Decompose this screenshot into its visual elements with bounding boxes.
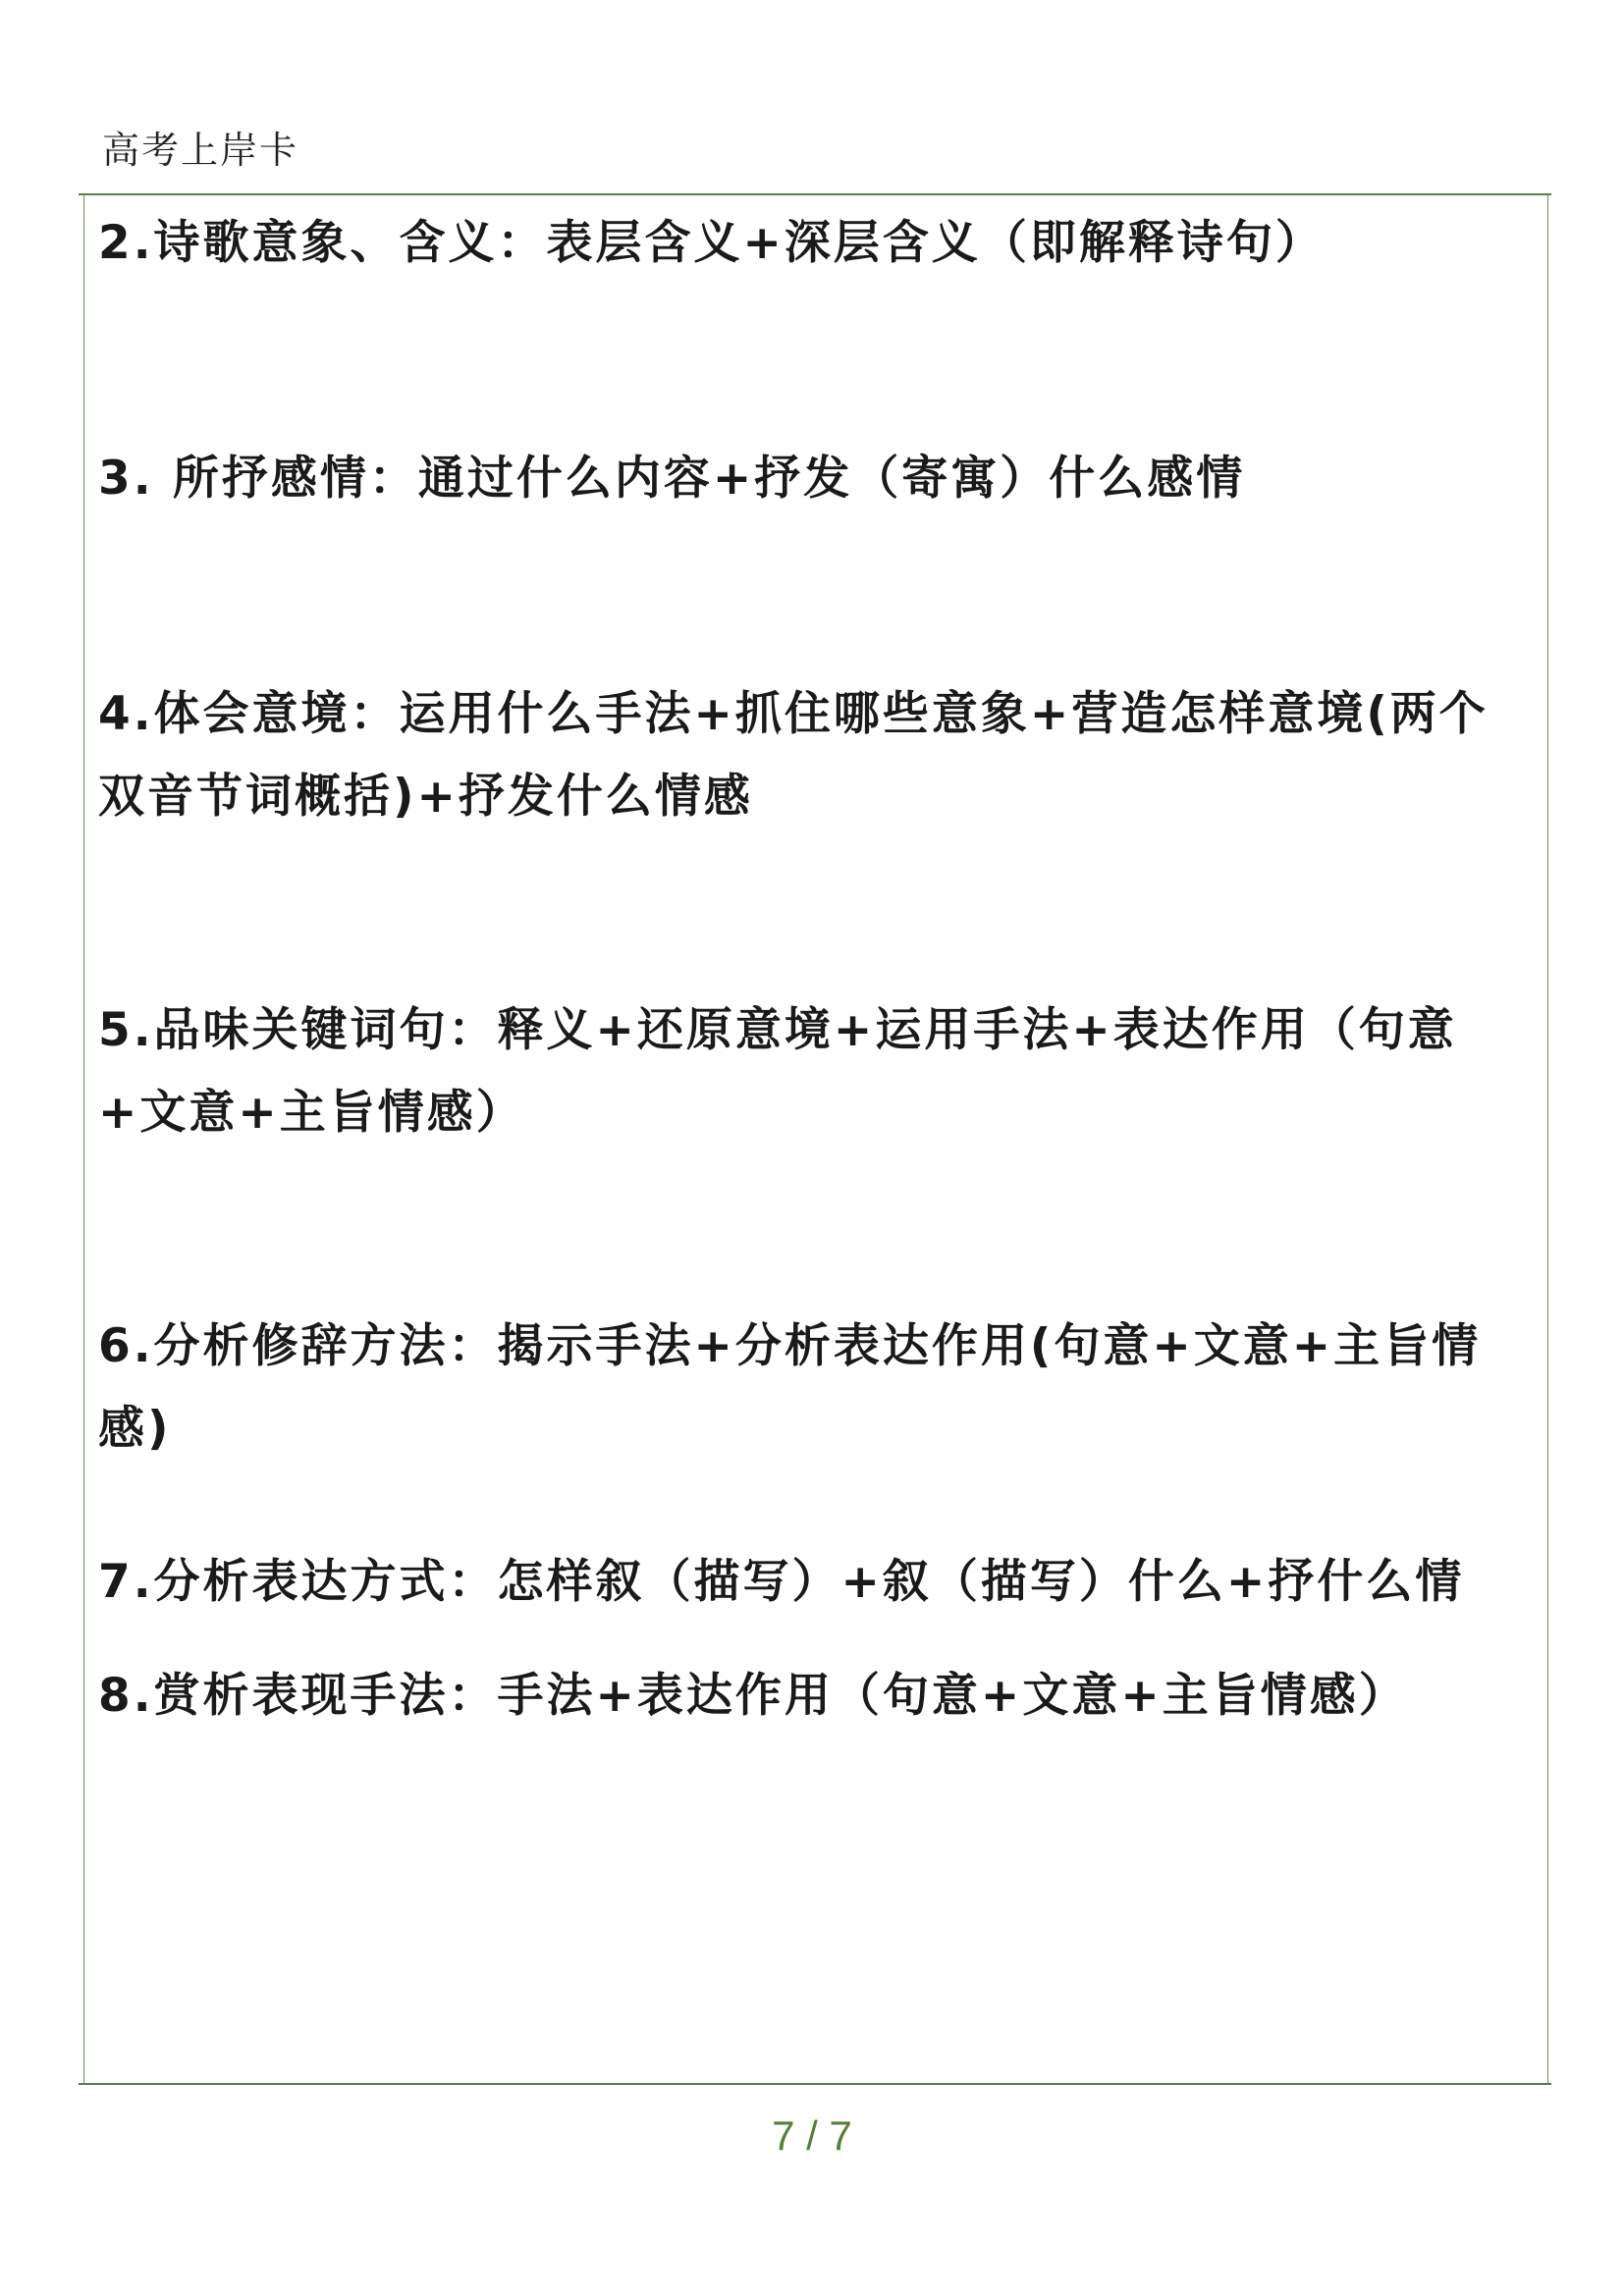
item-expressed-emotion: 3. 所抒感情：通过什么内容+抒发（寄寓）什么感情 <box>98 452 1246 506</box>
item-expression-mode: 7.分析表达方式：怎样叙（描写）+叙（描写）什么+抒什么情 <box>98 1555 1465 1609</box>
page-number: 7 / 7 <box>772 2112 852 2159</box>
item-poetry-imagery: 2.诗歌意象、含义：表层含义+深层含义（即解释诗句） <box>98 216 1325 270</box>
item-artistic-conception: 4.体会意境：运用什么手法+抓住哪些意象+营造怎样意境(两个双音节词概括)+抒发什么情感 <box>98 687 1489 824</box>
item-key-words: 5.品味关键词句：释义+还原意境+运用手法+表达作用（句意+文意+主旨情感） <box>98 1003 1457 1140</box>
bottom-rule <box>79 2083 1551 2085</box>
item-rhetoric: 6.分析修辞方法：揭示手法+分析表达作用(句意+文意+主旨情感) <box>98 1319 1482 1456</box>
document-header: 高考上岸卡 <box>102 129 299 172</box>
item-technique: 8.赏析表现手法：手法+表达作用（句意+文意+主旨情感） <box>98 1669 1408 1723</box>
